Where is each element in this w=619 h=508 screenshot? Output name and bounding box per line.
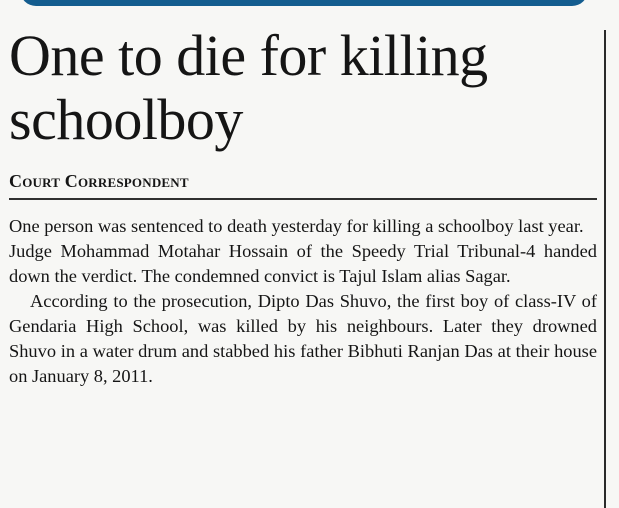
news-article bbox=[9, 24, 597, 389]
headline: One to die for killing schoolboy bbox=[9, 23, 488, 152]
article-body bbox=[9, 214, 597, 389]
paragraph-2: Judge Mohammad Motahar Hossain of the Speedy Trial Tribunal-4 handed down the verdict. The condemned convict is Tajul Islam alias Sagar. bbox=[9, 241, 597, 286]
column-divider bbox=[604, 30, 606, 508]
paragraph-3: According to the prosecution, Dipto Das Shuvo, the first boy of class-IV of Gendaria High School, was killed by his neighbours. Later they drowned Shuvo in a water drum and stabbed his father Bibhuti Ranjan Das at their house on January 8, 2011. bbox=[9, 291, 597, 386]
top-blue-band bbox=[20, 0, 588, 6]
paragraph-1: One person was sentenced to death yesterday for killing a schoolboy last year. bbox=[9, 216, 584, 236]
byline: Court Correspondent bbox=[9, 171, 189, 191]
byline-divider bbox=[9, 198, 597, 200]
